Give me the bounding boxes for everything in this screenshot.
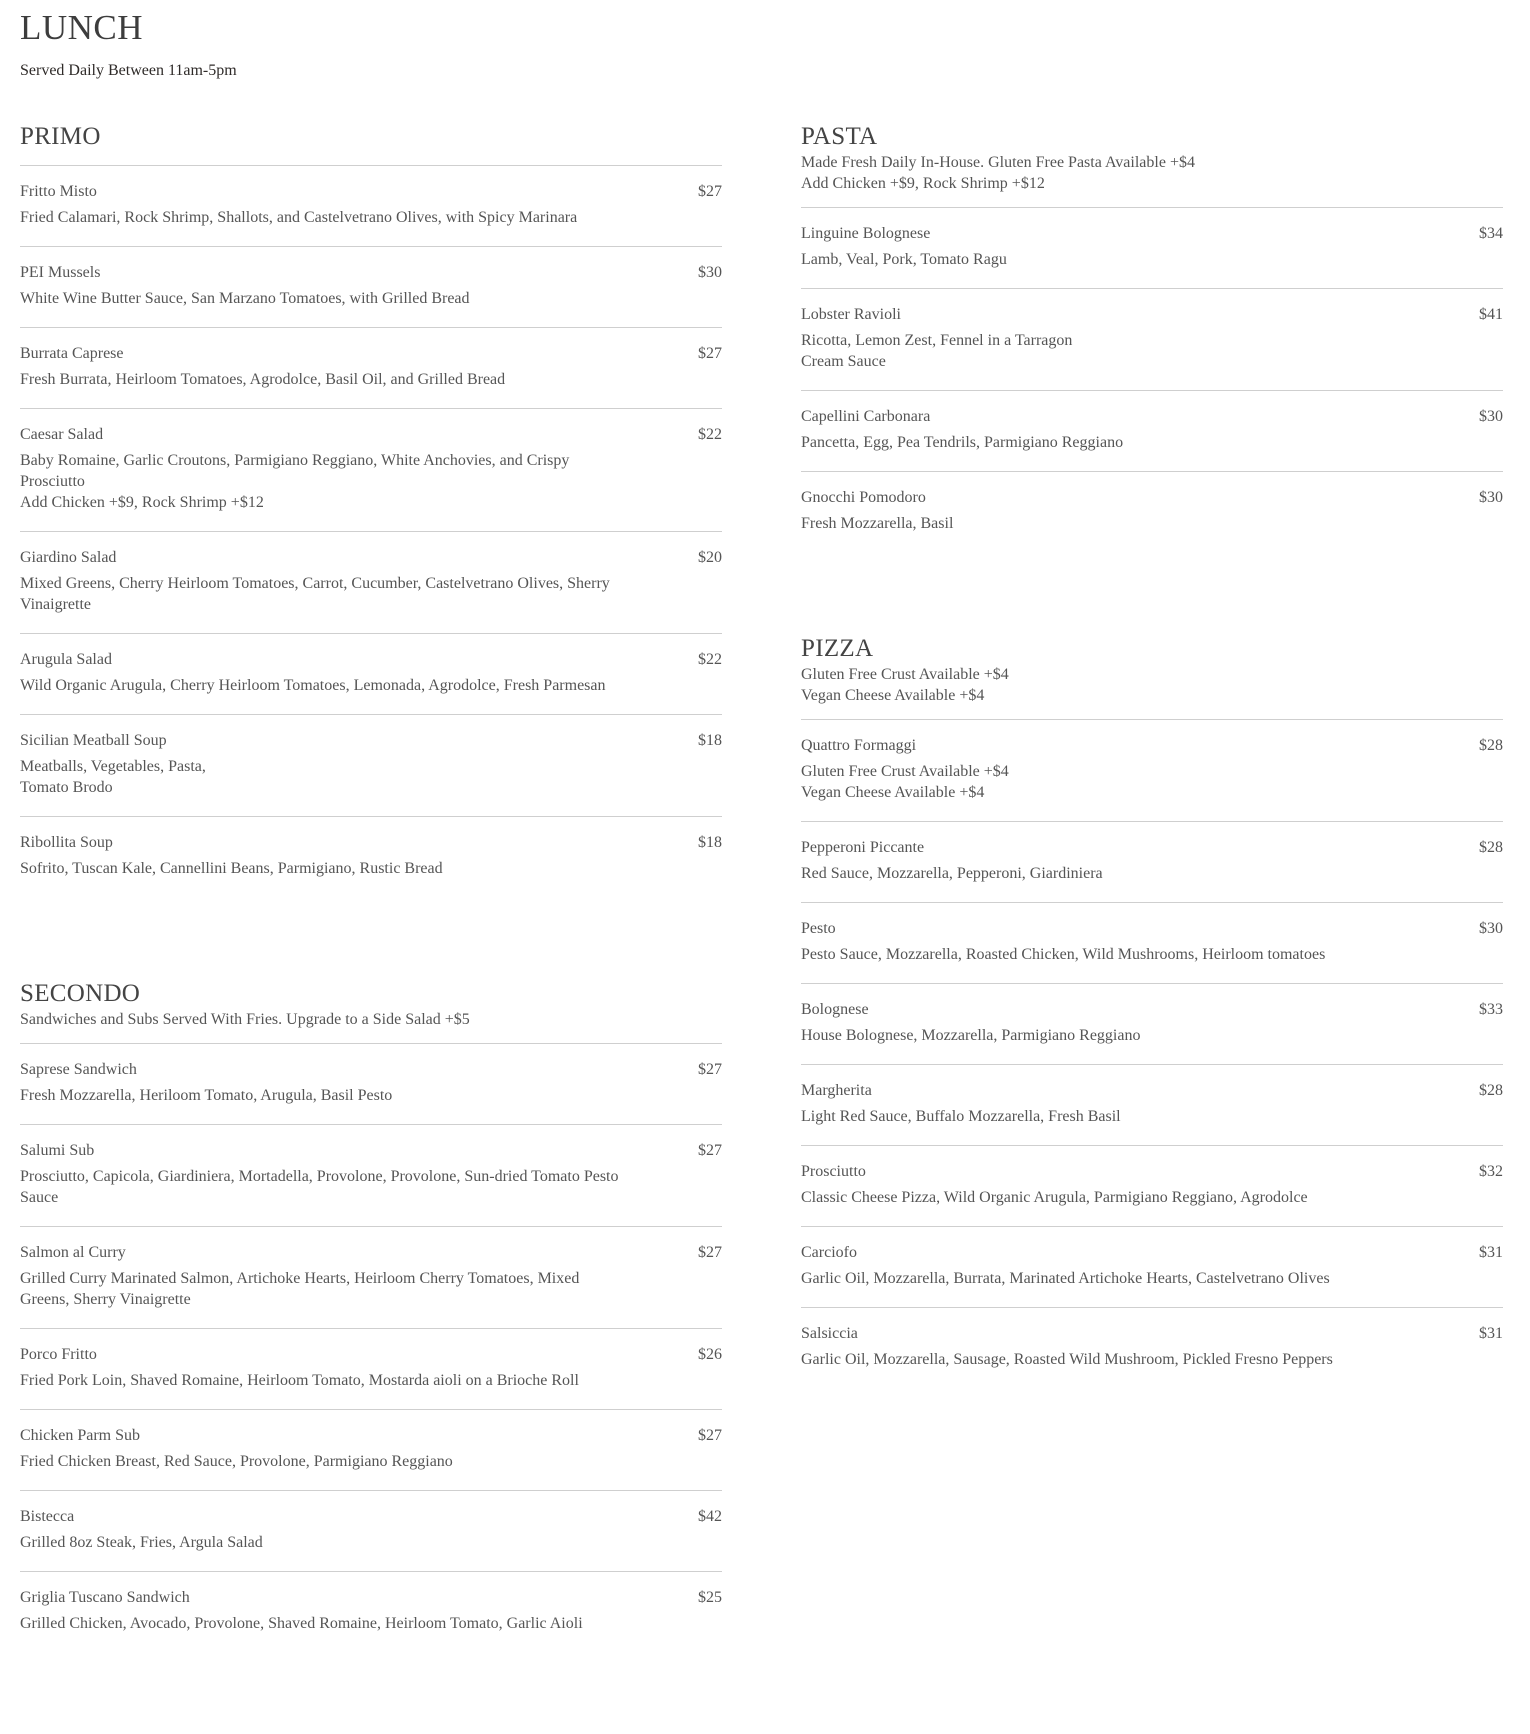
section-heading: PASTA <box>801 123 878 150</box>
menu-item-header <box>20 423 722 447</box>
menu-item-name: Margherita <box>801 1082 872 1099</box>
menu-item-description: Fried Calamari, Rock Shrimp, Shallots, and Castelvetrano Olives, with Spicy Marinara <box>20 209 578 226</box>
menu-item-price: $33 <box>1479 1001 1503 1018</box>
section-heading: PIZZA <box>801 635 874 662</box>
menu-item-header <box>801 917 1503 941</box>
menu-item-header <box>20 1139 722 1163</box>
menu-item <box>801 288 1503 390</box>
menu-item-description: Meatballs, Vegetables, Pasta, Tomato Brodo <box>20 758 206 796</box>
menu-item-price: $27 <box>698 1061 722 1078</box>
menu-item-description: Baby Romaine, Garlic Croutons, Parmigiano Reggiano, White Anchovies, and Crispy Prosciutto Add Chicken +$9, Rock Shrimp +$12 <box>20 452 570 511</box>
section-secondo <box>20 979 722 1652</box>
menu-item-price: $27 <box>698 1244 722 1261</box>
menu-item-price: $31 <box>1479 1325 1503 1342</box>
menu-item <box>20 1571 722 1652</box>
menu-item-price: $30 <box>1479 489 1503 506</box>
menu-item-description: Fried Pork Loin, Shaved Romaine, Heirloom Tomato, Mostarda aioli on a Brioche Roll <box>20 1372 579 1389</box>
menu-item-price: $30 <box>698 264 722 281</box>
menu-item-header <box>801 303 1503 327</box>
menu-item-name: Pepperoni Piccante <box>801 839 925 856</box>
menu-item-name: Linguine Bolognese <box>801 225 931 242</box>
menu-item-header <box>20 831 722 855</box>
menu-item <box>801 902 1503 983</box>
menu-item <box>20 408 722 531</box>
menu-item-name: Prosciutto <box>801 1163 866 1180</box>
menu-item-price: $22 <box>698 651 722 668</box>
menu-item-description: Gluten Free Crust Available +$4 Vegan Cheese Available +$4 <box>801 763 1009 801</box>
menu-item-price: $42 <box>698 1508 722 1525</box>
menu-item-name: Salsiccia <box>801 1325 858 1342</box>
menu-item-description: Pesto Sauce, Mozzarella, Roasted Chicken, Wild Mushrooms, Heirloom tomatoes <box>801 946 1326 963</box>
menu-item <box>20 1409 722 1490</box>
menu-item-name: Porco Fritto <box>20 1346 97 1363</box>
menu-item-name: PEI Mussels <box>20 264 101 281</box>
menu-item-name: Giardino Salad <box>20 549 117 566</box>
menu-item-header <box>801 836 1503 860</box>
menu-item <box>20 246 722 327</box>
menu-item-price: $30 <box>1479 408 1503 425</box>
menu-item <box>20 531 722 633</box>
menu-item <box>801 821 1503 902</box>
menu-item <box>801 1307 1503 1388</box>
menu-item-description: Garlic Oil, Mozzarella, Sausage, Roasted Wild Mushroom, Pickled Fresno Peppers <box>801 1351 1333 1368</box>
section-heading: PRIMO <box>20 123 101 150</box>
menu-item <box>801 1226 1503 1307</box>
menu-item-name: Salmon al Curry <box>20 1244 126 1261</box>
menu-item-name: Sicilian Meatball Soup <box>20 732 167 749</box>
menu-item-price: $26 <box>698 1346 722 1363</box>
menu-item-price: $18 <box>698 732 722 749</box>
menu-item <box>20 1043 722 1124</box>
menu-item-price: $31 <box>1479 1244 1503 1261</box>
section-note: Sandwiches and Subs Served With Fries. Upgrade to a Side Salad +$5 <box>20 1011 470 1028</box>
menu-item-name: Burrata Caprese <box>20 345 124 362</box>
menu-item-price: $27 <box>698 345 722 362</box>
right-column <box>801 122 1503 1470</box>
menu-item-header <box>801 222 1503 246</box>
menu-item-description: Fresh Mozzarella, Heriloom Tomato, Arugula, Basil Pesto <box>20 1087 393 1104</box>
menu-item-header <box>20 1241 722 1265</box>
menu-item <box>20 1490 722 1571</box>
menu-item-header <box>801 405 1503 429</box>
menu-item <box>20 1124 722 1226</box>
menu-item-description: Grilled Curry Marinated Salmon, Artichoke Hearts, Heirloom Cherry Tomatoes, Mixed Greens, Sherry Vinaigrette <box>20 1270 580 1308</box>
section-primo <box>20 122 722 897</box>
menu-item-description: Mixed Greens, Cherry Heirloom Tomatoes, Carrot, Cucumber, Castelvetrano Olives, Sherry Vinaigrette <box>20 575 610 613</box>
menu-item-name: Pesto <box>801 920 836 937</box>
menu-item-description: Fresh Burrata, Heirloom Tomatoes, Agrodolce, Basil Oil, and Grilled Bread <box>20 371 506 388</box>
menu-item-name: Fritto Misto <box>20 183 97 200</box>
menu-item-name: Capellini Carbonara <box>801 408 931 425</box>
menu-item-price: $41 <box>1479 306 1503 323</box>
menu-item-header <box>801 734 1503 758</box>
menu-item <box>20 633 722 714</box>
menu-item-price: $34 <box>1479 225 1503 242</box>
menu-item-header <box>20 729 722 753</box>
menu-item-name: Lobster Ravioli <box>801 306 901 323</box>
section-pizza <box>801 634 1503 1388</box>
menu-item-header <box>20 1343 722 1367</box>
menu-item-header <box>801 486 1503 510</box>
menu-item-description: Ricotta, Lemon Zest, Fennel in a Tarragon Cream Sauce <box>801 332 1073 370</box>
menu-item-header <box>801 1241 1503 1265</box>
menu-item <box>20 816 722 897</box>
menu-item-header <box>801 1079 1503 1103</box>
menu-item <box>20 165 722 246</box>
menu-item-name: Saprese Sandwich <box>20 1061 137 1078</box>
menu-item <box>801 207 1503 288</box>
menu-item-price: $28 <box>1479 839 1503 856</box>
section-note: Gluten Free Crust Available +$4 Vegan Cheese Available +$4 <box>801 666 1009 704</box>
menu-item-description: Grilled 8oz Steak, Fries, Argula Salad <box>20 1534 263 1551</box>
menu-item-price: $27 <box>698 183 722 200</box>
section-spacer <box>801 706 1503 719</box>
section-heading: SECONDO <box>20 980 141 1007</box>
menu-item-price: $27 <box>698 1142 722 1159</box>
menu-item-price: $28 <box>1479 737 1503 754</box>
menu-item-header <box>20 261 722 285</box>
menu-item-name: Bistecca <box>20 1508 75 1525</box>
menu-item-header <box>20 180 722 204</box>
menu-item-description: Grilled Chicken, Avocado, Provolone, Shaved Romaine, Heirloom Tomato, Garlic Aioli <box>20 1615 583 1632</box>
menu-item-header <box>20 546 722 570</box>
page-subtitle: Served Daily Between 11am-5pm <box>20 62 237 79</box>
menu-item-header <box>801 998 1503 1022</box>
menu-item-description: Garlic Oil, Mozzarella, Burrata, Marinated Artichoke Hearts, Castelvetrano Olives <box>801 1270 1330 1287</box>
menu-item-description: Pancetta, Egg, Pea Tendrils, Parmigiano Reggiano <box>801 434 1124 451</box>
menu-item <box>801 471 1503 552</box>
menu-item-name: Caesar Salad <box>20 426 104 443</box>
section-spacer <box>801 194 1503 207</box>
menu-item-description: Prosciutto, Capicola, Giardiniera, Mortadella, Provolone, Provolone, Sun-dried Tomato Pesto Sauce <box>20 1168 619 1206</box>
page-title: LUNCH <box>20 8 144 47</box>
menu-item <box>801 719 1503 821</box>
menu-item-name: Chicken Parm Sub <box>20 1427 140 1444</box>
menu-item-price: $27 <box>698 1427 722 1444</box>
menu-item-name: Arugula Salad <box>20 651 112 668</box>
menu-item <box>801 1064 1503 1145</box>
menu-item-description: Sofrito, Tuscan Kale, Cannellini Beans, Parmigiano, Rustic Bread <box>20 860 443 877</box>
menu-item <box>20 1226 722 1328</box>
menu-item-description: Wild Organic Arugula, Cherry Heirloom Tomatoes, Lemonada, Agrodolce, Fresh Parmesan <box>20 677 606 694</box>
menu-item <box>801 390 1503 471</box>
menu-item-name: Ribollita Soup <box>20 834 113 851</box>
menu-item <box>801 983 1503 1064</box>
menu-item-description: Red Sauce, Mozzarella, Pepperoni, Giardiniera <box>801 865 1103 882</box>
section-note: Made Fresh Daily In-House. Gluten Free Pasta Available +$4 Add Chicken +$9, Rock Shrimp +$12 <box>801 154 1195 192</box>
menu-item-header <box>801 1322 1503 1346</box>
left-column <box>20 122 722 1734</box>
menu-item <box>20 1328 722 1409</box>
menu-item-description: Light Red Sauce, Buffalo Mozzarella, Fresh Basil <box>801 1108 1121 1125</box>
menu-item-description: White Wine Butter Sauce, San Marzano Tomatoes, with Grilled Bread <box>20 290 470 307</box>
menu-item-price: $20 <box>698 549 722 566</box>
menu-item-name: Salumi Sub <box>20 1142 95 1159</box>
menu-item-header <box>20 1424 722 1448</box>
menu-item-name: Griglia Tuscano Sandwich <box>20 1589 190 1606</box>
menu-item-name: Bolognese <box>801 1001 869 1018</box>
menu-item <box>801 1145 1503 1226</box>
menu-item-price: $18 <box>698 834 722 851</box>
menu-item-description: Lamb, Veal, Pork, Tomato Ragu <box>801 251 1007 268</box>
menu-item-price: $22 <box>698 426 722 443</box>
menu-item-header <box>20 1058 722 1082</box>
section-spacer <box>20 1030 722 1043</box>
menu-item-header <box>20 648 722 672</box>
menu-item-description: Fried Chicken Breast, Red Sauce, Provolone, Parmigiano Reggiano <box>20 1453 453 1470</box>
menu-item-header <box>801 1160 1503 1184</box>
menu-item-name: Gnocchi Pomodoro <box>801 489 926 506</box>
section-pasta <box>801 122 1503 552</box>
menu-item-description: Fresh Mozzarella, Basil <box>801 515 954 532</box>
menu-item <box>20 714 722 816</box>
menu-item-price: $30 <box>1479 920 1503 937</box>
menu-item-header <box>20 1505 722 1529</box>
menu-item-description: House Bolognese, Mozzarella, Parmigiano Reggiano <box>801 1027 1141 1044</box>
menu-item-name: Carciofo <box>801 1244 857 1261</box>
menu-item-price: $25 <box>698 1589 722 1606</box>
section-spacer <box>20 152 722 165</box>
menu-item-header <box>20 1586 722 1610</box>
menu-item-price: $32 <box>1479 1163 1503 1180</box>
menu-item-price: $28 <box>1479 1082 1503 1099</box>
menu-item <box>20 327 722 408</box>
menu-item-header <box>20 342 722 366</box>
menu-item-name: Quattro Formaggi <box>801 737 917 754</box>
menu-item-description: Classic Cheese Pizza, Wild Organic Arugula, Parmigiano Reggiano, Agrodolce <box>801 1189 1308 1206</box>
